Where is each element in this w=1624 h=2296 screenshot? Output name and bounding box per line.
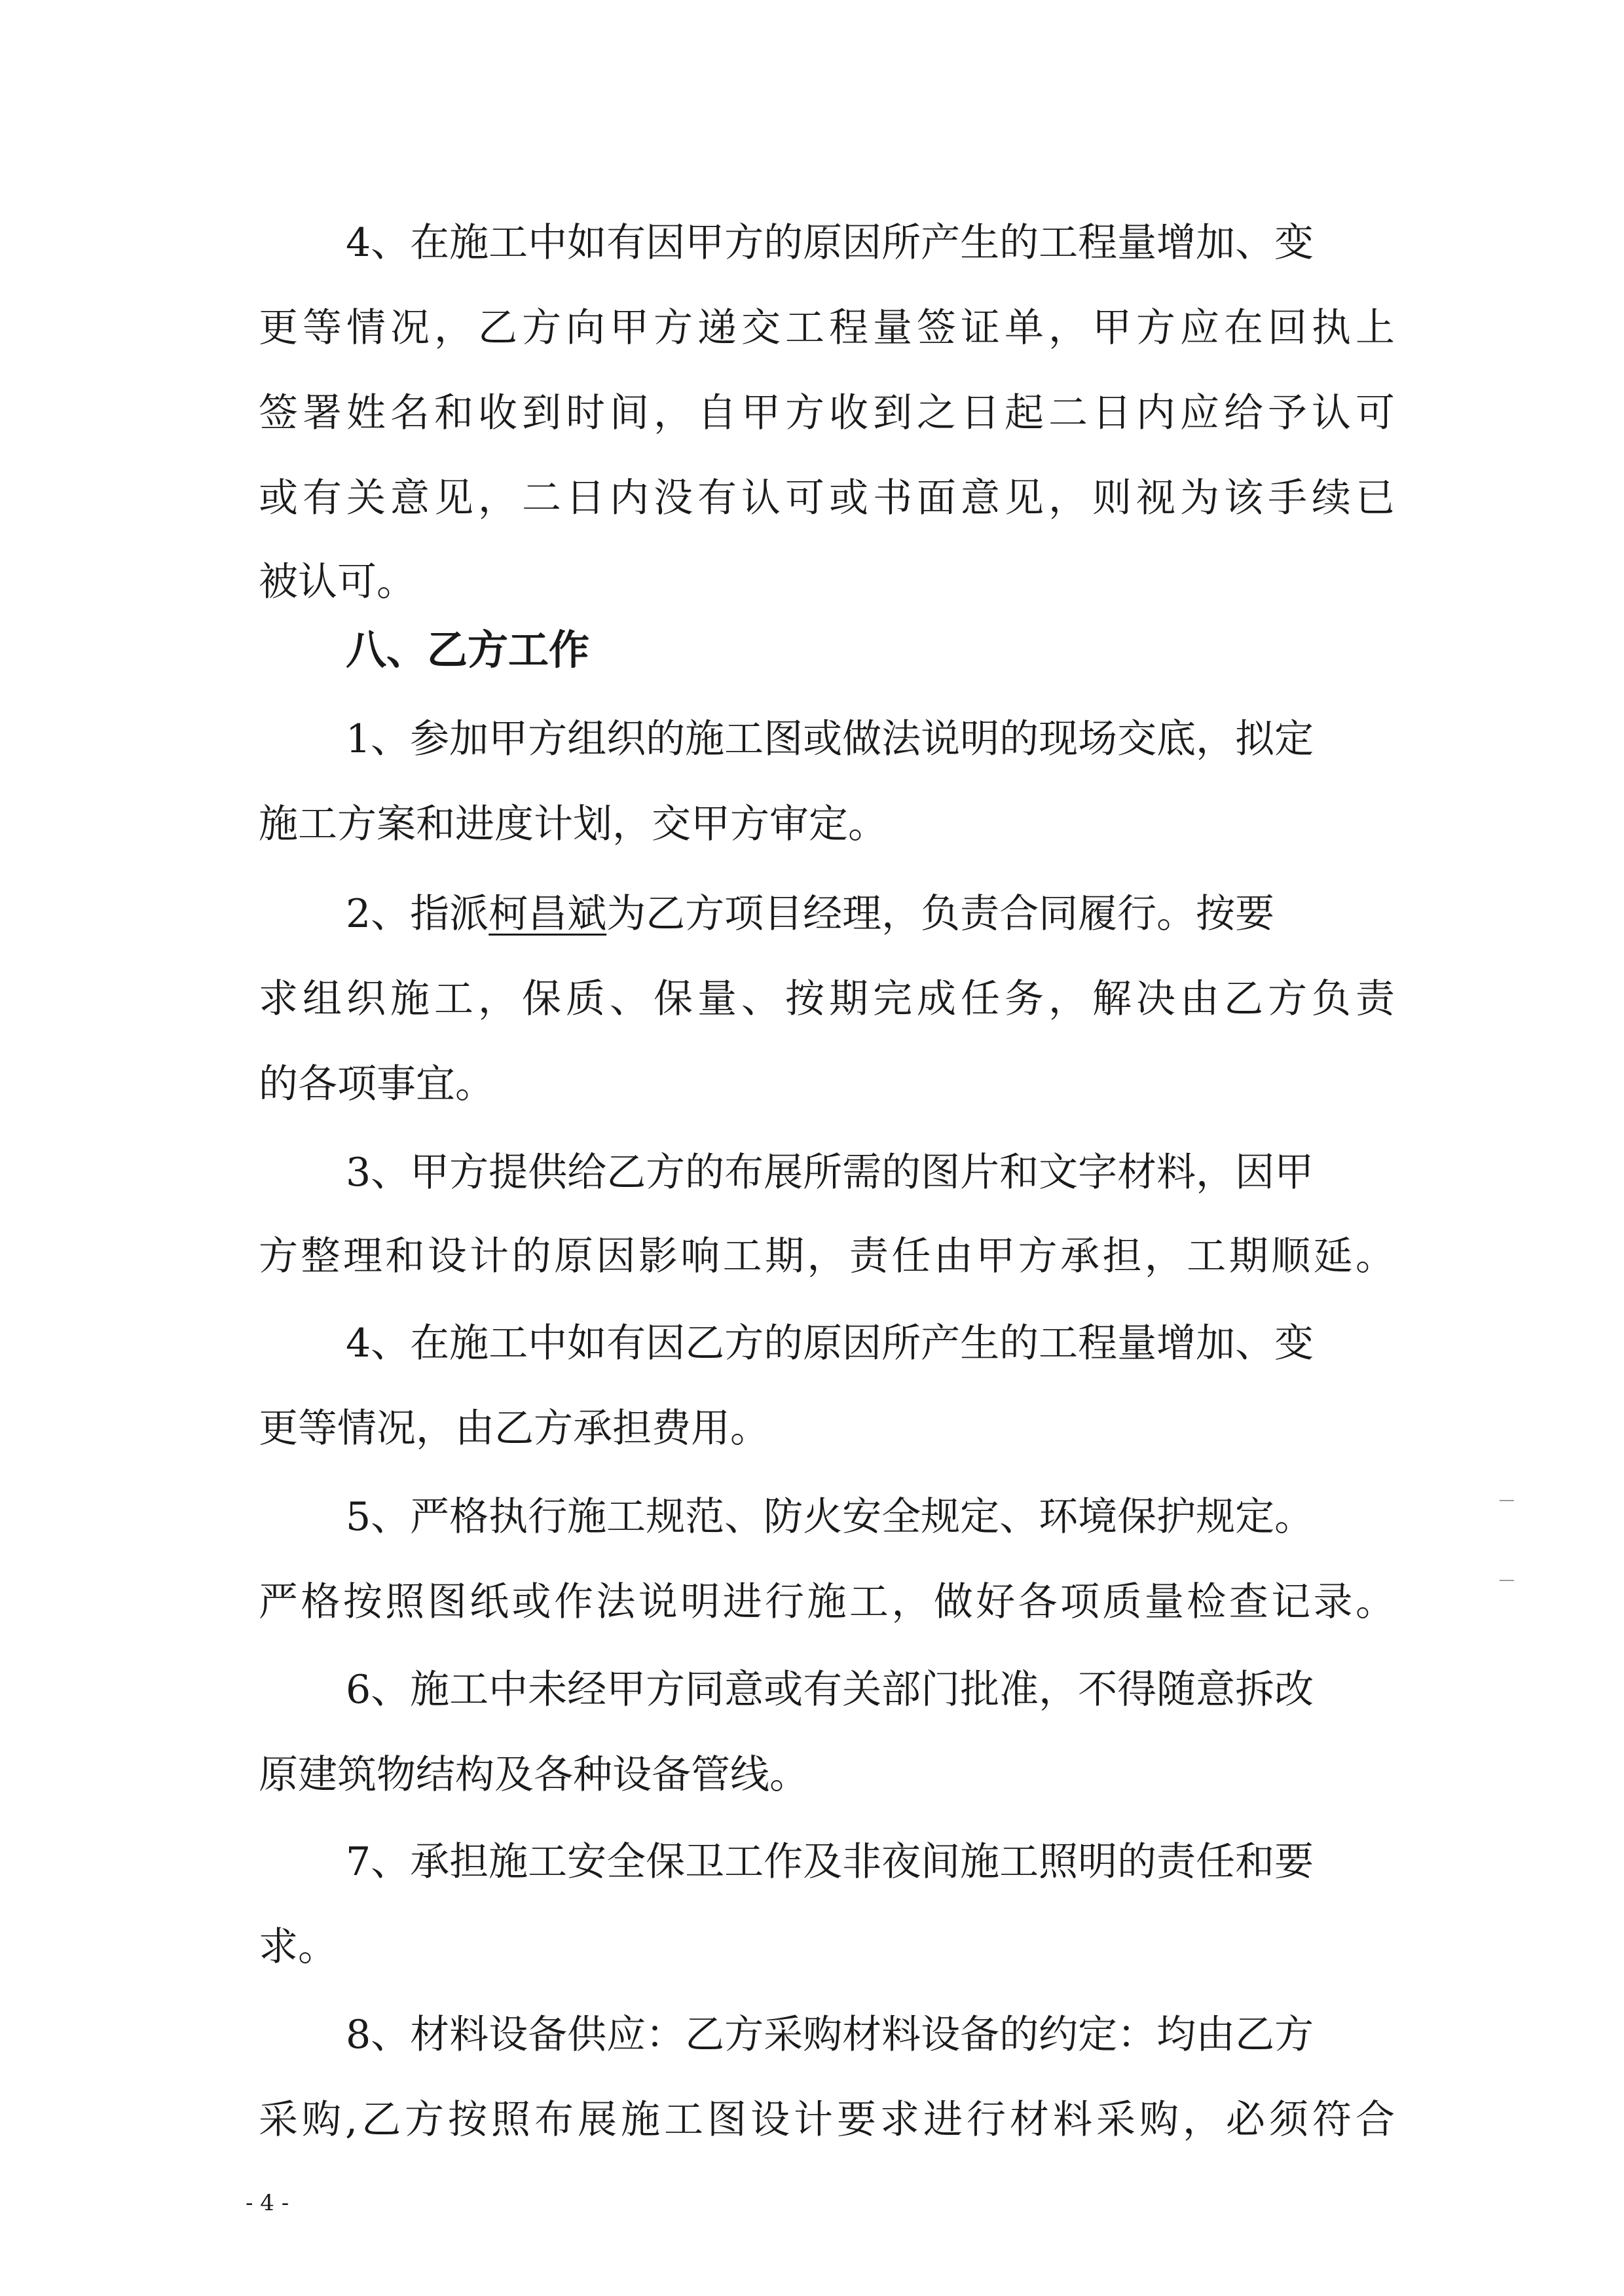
item-7-line-2: 求。 bbox=[259, 1924, 337, 1970]
item-1-line-1: 1、参加甲方组织的施工图或做法说明的现场交底，拟定 bbox=[346, 716, 1314, 762]
item-4-line-1: 4、在施工中如有因乙方的原因所产生的工程量增加、变 bbox=[346, 1321, 1314, 1366]
item-2-line-3: 的各项事宜。 bbox=[259, 1061, 494, 1107]
item-7-line-1: 7、承担施工安全保卫工作及非夜间施工照明的责任和要 bbox=[346, 1839, 1314, 1885]
scan-edge-mark bbox=[1500, 1580, 1514, 1581]
item-6-line-2: 原建筑物结构及各种设备管线。 bbox=[259, 1752, 809, 1798]
item-2-line-2: 求组织施工，保质、保量、按期完成任务，解决由乙方负责 bbox=[259, 976, 1395, 1022]
item-3-line-1: 3、甲方提供给乙方的布展所需的图片和文字材料，因甲 bbox=[346, 1150, 1314, 1195]
section-heading: 八、乙方工作 bbox=[346, 626, 590, 674]
item-6-line-1: 6、施工中未经甲方同意或有关部门批准，不得随意拆改 bbox=[346, 1667, 1314, 1713]
item-8-line-1: 8、材料设备供应：乙方采购材料设备的约定：均由乙方 bbox=[346, 2012, 1314, 2058]
item-5-line-2: 严格按照图纸或作法说明进行施工，做好各项质量检查记录。 bbox=[259, 1579, 1395, 1625]
item-1-line-2: 施工方案和进度计划，交甲方审定。 bbox=[259, 801, 887, 847]
page-number: - 4 - bbox=[246, 2190, 289, 2216]
item-4-line-2: 更等情况，由乙方承担费用。 bbox=[259, 1406, 769, 1451]
item-8-line-2: 采购,乙方按照布展施工图设计要求进行材料采购，必须符合 bbox=[259, 2097, 1395, 2143]
item-2-prefix: 2、指派 bbox=[346, 891, 489, 937]
project-manager-name: 柯昌斌 bbox=[489, 891, 607, 937]
paragraph-4-line-5: 被认可。 bbox=[259, 559, 416, 605]
item-3-line-2: 方整理和设计的原因影响工期，责任由甲方承担，工期顺延。 bbox=[259, 1233, 1395, 1279]
item-2-suffix: 为乙方项目经理，负责合同履行。按要 bbox=[606, 891, 1275, 937]
paragraph-4-line-4: 或有关意见，二日内没有认可或书面意见，则视为该手续已 bbox=[259, 475, 1395, 521]
paragraph-4-line-3: 签署姓名和收到时间，自甲方收到之日起二日内应给予认可 bbox=[259, 390, 1395, 436]
paragraph-4-line-2: 更等情况，乙方向甲方递交工程量签证单，甲方应在回执上 bbox=[259, 305, 1395, 351]
paragraph-4-line-1: 4、在施工中如有因甲方的原因所产生的工程量增加、变 bbox=[346, 220, 1314, 266]
item-5-line-1: 5、严格执行施工规范、防火安全规定、环境保护规定。 bbox=[346, 1494, 1314, 1540]
scan-edge-mark bbox=[1500, 1500, 1514, 1501]
item-2-line-1 bbox=[346, 891, 1274, 937]
